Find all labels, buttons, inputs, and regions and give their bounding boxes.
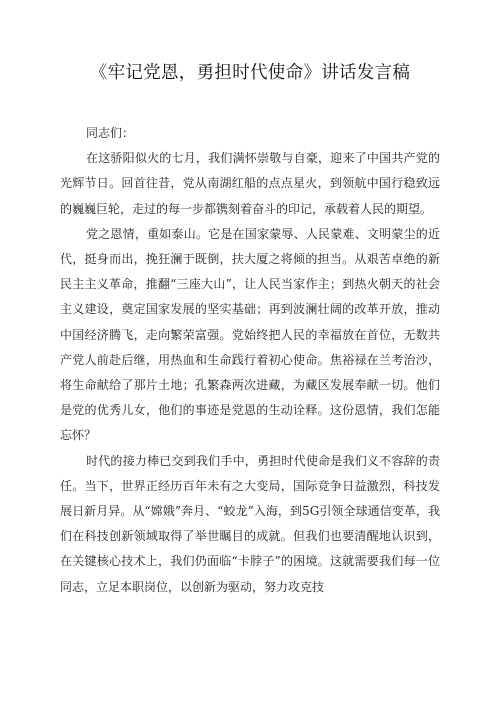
paragraph-1: 在这骄阳似火的七月，我们满怀崇敬与自豪，迎来了中国共产党的光辉节日。回首往昔，党从南湖红船的点点星火，到领航中国行稳致远的巍巍巨轮，走过的每一步都镌刻着奋斗的印记，承载着人民的期望。	[60, 151, 440, 216]
document-body	[60, 121, 440, 600]
paragraph-2: 党之恩情，重如泰山。它是在国家蒙辱、人民蒙难、文明蒙尘的近代，挺身而出，挽狂澜于既倒，扶大厦之将倾的担当。从艰苦卓绝的新民主主义革命，推翻“三座大山”，让人民当家作主；到热火朝天的社会主义建设，奠定国家发展的坚实基础；再到波澜壮阔的改革开放，推动中国经济腾飞，走向繁荣富强。党始终把人民的幸福放在首位，无数共产党人前赴后继，用热血和生命践行着初心使命。焦裕禄在兰考治沙，将生命献给了那片土地；孔繁森两次进藏，为藏区发展奉献一切。他们是党的优秀儿女，他们的事迹是党恩的生动诠释。这份恩情，我们怎能忘怀？	[60, 226, 440, 443]
paragraph-3: 时代的接力棒已交到我们手中，勇担时代使命是我们义不容辞的责任。当下，世界正经历百年未有之大变局，国际竞争日益激烈，科技发展日新月异。从“嫦娥”奔月、“蛟龙”入海，到5G引领全球通信变革，我们在科技创新领域取得了举世瞩目的成就。但我们也要清醒地认识到，在关键核心技术上，我们仍面临“卡脖子”的困境。这就需要我们每一位同志，立足本职岗位，以创新为驱动，努力攻克技	[60, 453, 440, 594]
salutation: 同志们：	[86, 126, 135, 140]
document-title: 《牢记党恩，勇担时代使命》讲话发言稿	[89, 63, 411, 83]
